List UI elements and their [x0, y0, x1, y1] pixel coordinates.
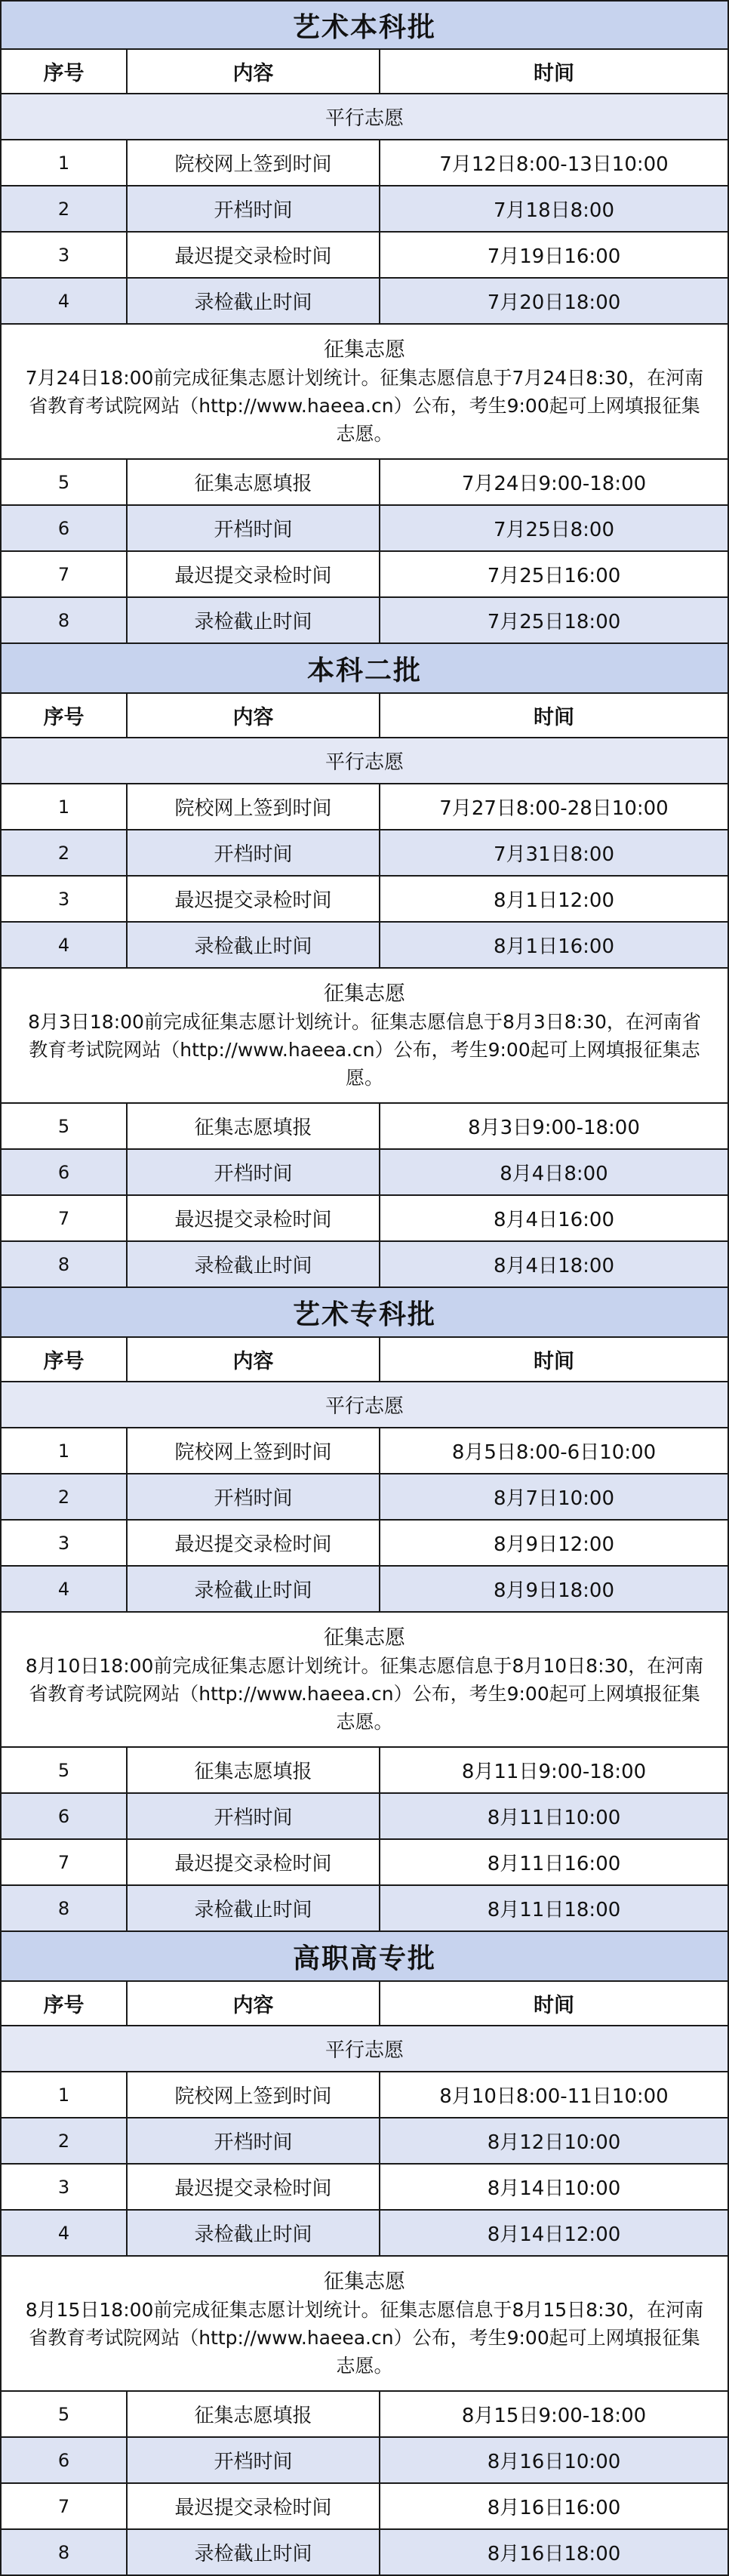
batch-title-row [0, 0, 729, 50]
row-content: 录检截止时间 [128, 1567, 380, 1611]
collect-volunteer-note-row [0, 325, 729, 460]
header-content: 内容 [128, 694, 380, 737]
collect-volunteer-text: 8月15日18:00前完成征集志愿计划统计。征集志愿信息于8月15日8:30，在河南省教育考试院网站（http://www.haeea.cn）公布，考生9:00起可上网填报征集志愿。 [25, 2298, 704, 2377]
row-time: 7月25日8:00 [493, 519, 614, 541]
row-time: 8月3日9:00-18:00 [468, 1117, 640, 1139]
row-content: 院校网上签到时间 [128, 1428, 380, 1473]
row-content: 录检截止时间 [128, 2211, 380, 2255]
row-seq: 6 [2, 2438, 128, 2482]
header-time: 时间 [534, 1994, 574, 2017]
table-row [0, 1567, 729, 1613]
parallel-volunteer-label: 平行志愿 [325, 751, 404, 774]
row-content: 院校网上签到时间 [128, 2072, 380, 2117]
batch-title: 本科二批 [306, 655, 422, 686]
row-seq: 7 [2, 1840, 128, 1884]
collect-volunteer-title: 征集志愿 [324, 981, 405, 1006]
row-content: 开档时间 [128, 2438, 380, 2482]
row-seq: 4 [2, 2211, 128, 2255]
header-content: 内容 [128, 1338, 380, 1381]
row-content: 开档时间 [128, 1474, 380, 1519]
column-header-row [0, 50, 729, 94]
row-content: 开档时间 [128, 186, 380, 231]
collect-volunteer-note-row [0, 2257, 729, 2392]
row-seq: 1 [2, 2072, 128, 2117]
collect-volunteer-text: 7月24日18:00前完成征集志愿计划统计。征集志愿信息于7月24日8:30，在河南省教育考试院网站（http://www.haeea.cn）公布，考生9:00起可上网填报征集志愿。 [25, 366, 704, 445]
table-row [0, 784, 729, 830]
row-seq: 2 [2, 830, 128, 875]
parallel-volunteer-label: 平行志愿 [325, 1395, 404, 1418]
row-time: 7月31日8:00 [493, 843, 614, 866]
row-time: 8月15日9:00-18:00 [461, 2405, 647, 2427]
header-time: 时间 [534, 1350, 574, 1373]
table-row [0, 1794, 729, 1840]
table-row [0, 2118, 729, 2165]
row-seq: 5 [2, 460, 128, 504]
table-row [0, 2484, 729, 2530]
row-time: 7月27日8:00-28日10:00 [439, 797, 669, 820]
row-time: 8月11日10:00 [487, 1807, 621, 1829]
header-time: 时间 [534, 706, 574, 729]
table-row [0, 2438, 729, 2484]
parallel-volunteer-row [0, 94, 729, 140]
row-seq: 4 [2, 279, 128, 323]
row-time: 8月1日16:00 [493, 935, 614, 958]
column-header-row [0, 1982, 729, 2026]
table-row [0, 233, 729, 279]
row-time: 8月11日16:00 [487, 1853, 621, 1875]
table-row [0, 2530, 729, 2576]
row-content: 最迟提交录检时间 [128, 552, 380, 596]
row-time: 7月25日18:00 [487, 611, 621, 633]
row-seq: 5 [2, 2392, 128, 2436]
row-time: 8月4日18:00 [493, 1255, 614, 1277]
row-seq: 3 [2, 2165, 128, 2209]
header-content: 内容 [128, 50, 380, 93]
row-content: 录检截止时间 [128, 598, 380, 642]
collect-volunteer-note [2, 325, 727, 458]
row-content: 征集志愿填报 [128, 1748, 380, 1792]
row-content: 最迟提交录检时间 [128, 1840, 380, 1884]
batch-title: 艺术专科批 [292, 1299, 436, 1330]
table-row [0, 830, 729, 877]
row-seq: 2 [2, 1474, 128, 1519]
header-seq: 序号 [2, 1982, 128, 2025]
row-seq: 5 [2, 1748, 128, 1792]
table-row [0, 877, 729, 923]
row-content: 最迟提交录检时间 [128, 1196, 380, 1240]
row-time: 8月4日8:00 [500, 1163, 608, 1185]
row-time: 8月16日10:00 [487, 2451, 621, 2473]
row-seq: 3 [2, 1521, 128, 1565]
row-time: 8月9日12:00 [493, 1533, 614, 1556]
row-time: 7月18日8:00 [493, 199, 614, 222]
row-seq: 1 [2, 140, 128, 185]
row-time: 8月4日16:00 [493, 1209, 614, 1231]
row-time: 8月5日8:00-6日10:00 [451, 1441, 657, 1464]
table-row [0, 140, 729, 186]
collect-volunteer-text: 8月3日18:00前完成征集志愿计划统计。征集志愿信息于8月3日8:30，在河南省教育考试院网站（http://www.haeea.cn）公布，考生9:00起可上网填报征集志愿。 [28, 1010, 701, 1089]
row-content: 录检截止时间 [128, 279, 380, 323]
table-row [0, 2211, 729, 2257]
collect-volunteer-title: 征集志愿 [324, 1625, 405, 1650]
table-row [0, 279, 729, 325]
row-seq: 3 [2, 233, 128, 277]
row-content: 最迟提交录检时间 [128, 877, 380, 921]
header-seq: 序号 [2, 1338, 128, 1381]
row-seq: 4 [2, 923, 128, 967]
row-content: 最迟提交录检时间 [128, 1521, 380, 1565]
parallel-volunteer-row [0, 1382, 729, 1428]
row-time: 8月1日12:00 [493, 889, 614, 912]
row-time: 7月12日8:00-13日10:00 [439, 153, 669, 176]
row-content: 录检截止时间 [128, 1242, 380, 1286]
column-header-row [0, 694, 729, 738]
header-time: 时间 [534, 62, 574, 85]
table-row [0, 460, 729, 506]
table-row [0, 1474, 729, 1521]
row-content: 最迟提交录检时间 [128, 2484, 380, 2528]
row-seq: 8 [2, 1886, 128, 1930]
row-time: 8月16日16:00 [487, 2497, 621, 2519]
table-row [0, 2392, 729, 2438]
table-row [0, 506, 729, 552]
collect-volunteer-title: 征集志愿 [324, 337, 405, 362]
header-content: 内容 [128, 1982, 380, 2025]
table-row [0, 1104, 729, 1150]
table-row [0, 1428, 729, 1474]
batch-title: 艺术本科批 [292, 11, 436, 43]
table-row [0, 186, 729, 233]
column-header-row [0, 1338, 729, 1382]
row-time: 8月10日8:00-11日10:00 [439, 2085, 669, 2108]
row-seq: 5 [2, 1104, 128, 1148]
collect-volunteer-note [2, 1613, 727, 1746]
row-content: 开档时间 [128, 1150, 380, 1194]
collect-volunteer-title: 征集志愿 [324, 2269, 405, 2294]
table-row [0, 1748, 729, 1794]
row-content: 最迟提交录检时间 [128, 2165, 380, 2209]
table-row [0, 2072, 729, 2118]
collect-volunteer-note-row [0, 1613, 729, 1748]
header-seq: 序号 [2, 50, 128, 93]
row-time: 7月19日16:00 [487, 245, 621, 268]
row-seq: 1 [2, 1428, 128, 1473]
table-row [0, 1196, 729, 1242]
row-seq: 1 [2, 784, 128, 829]
collect-volunteer-note [2, 969, 727, 1102]
table-row [0, 1840, 729, 1886]
row-content: 录检截止时间 [128, 2530, 380, 2574]
row-time: 7月24日9:00-18:00 [461, 473, 647, 495]
row-time: 8月14日10:00 [487, 2177, 621, 2200]
row-seq: 2 [2, 2118, 128, 2163]
row-content: 录检截止时间 [128, 1886, 380, 1930]
row-content: 院校网上签到时间 [128, 140, 380, 185]
row-content: 征集志愿填报 [128, 460, 380, 504]
row-time: 8月14日12:00 [487, 2223, 621, 2246]
row-time: 8月16日18:00 [487, 2543, 621, 2565]
row-seq: 7 [2, 552, 128, 596]
table-row [0, 552, 729, 598]
batch-title-row [0, 644, 729, 694]
row-time: 8月7日10:00 [493, 1487, 614, 1510]
row-seq: 3 [2, 877, 128, 921]
row-content: 开档时间 [128, 1794, 380, 1838]
batch-title: 高职高专批 [292, 1943, 436, 1974]
table-row [0, 1242, 729, 1288]
row-content: 开档时间 [128, 506, 380, 550]
table-row [0, 1521, 729, 1567]
row-content: 开档时间 [128, 2118, 380, 2163]
table-row [0, 2165, 729, 2211]
row-seq: 7 [2, 1196, 128, 1240]
batch-title-row [0, 1288, 729, 1338]
row-seq: 7 [2, 2484, 128, 2528]
header-seq: 序号 [2, 694, 128, 737]
batch-title-row [0, 1932, 729, 1982]
row-time: 8月12日10:00 [487, 2131, 621, 2154]
row-seq: 6 [2, 1794, 128, 1838]
parallel-volunteer-row [0, 2026, 729, 2072]
row-content: 最迟提交录检时间 [128, 233, 380, 277]
collect-volunteer-note-row [0, 969, 729, 1104]
table-row [0, 598, 729, 644]
row-seq: 8 [2, 2530, 128, 2574]
row-seq: 6 [2, 1150, 128, 1194]
row-seq: 8 [2, 1242, 128, 1286]
row-seq: 2 [2, 186, 128, 231]
table-row [0, 923, 729, 969]
row-seq: 4 [2, 1567, 128, 1611]
row-time: 7月20日18:00 [487, 291, 621, 314]
parallel-volunteer-row [0, 738, 729, 784]
row-seq: 6 [2, 506, 128, 550]
parallel-volunteer-label: 平行志愿 [325, 2039, 404, 2062]
row-time: 8月11日9:00-18:00 [461, 1761, 647, 1783]
table-row [0, 1150, 729, 1196]
row-time: 8月9日18:00 [493, 1579, 614, 1602]
row-content: 征集志愿填报 [128, 1104, 380, 1148]
row-content: 征集志愿填报 [128, 2392, 380, 2436]
row-time: 7月25日16:00 [487, 565, 621, 587]
row-time: 8月11日18:00 [487, 1899, 621, 1921]
row-content: 开档时间 [128, 830, 380, 875]
collect-volunteer-note [2, 2257, 727, 2390]
row-content: 录检截止时间 [128, 923, 380, 967]
collect-volunteer-text: 8月10日18:00前完成征集志愿计划统计。征集志愿信息于8月10日8:30，在河南省教育考试院网站（http://www.haeea.cn）公布，考生9:00起可上网填报征集志愿。 [25, 1654, 704, 1733]
table-row [0, 1886, 729, 1932]
parallel-volunteer-label: 平行志愿 [325, 107, 404, 130]
row-content: 院校网上签到时间 [128, 784, 380, 829]
row-seq: 8 [2, 598, 128, 642]
